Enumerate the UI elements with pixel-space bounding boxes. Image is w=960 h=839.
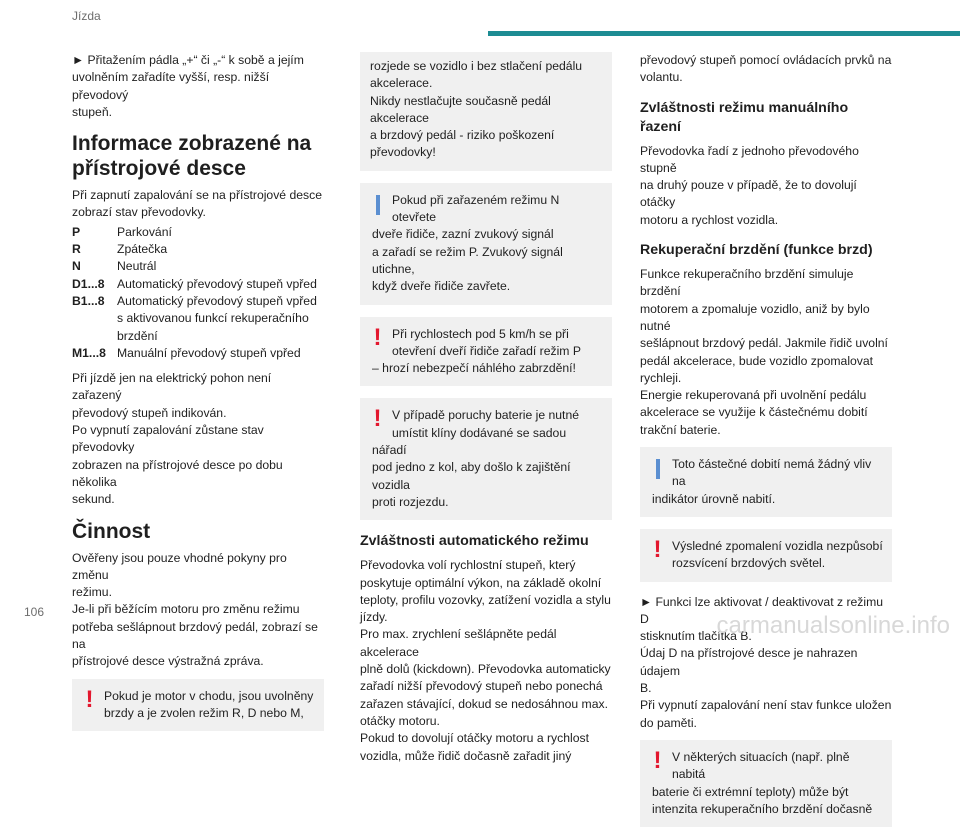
info-text: Toto částečné dobití nemá žádný vliv na indikátor úrovně nabití. [652, 457, 872, 506]
warning-box [640, 740, 892, 827]
activity-text: Ověřeny jsou pouze vhodné pokyny pro změnu režimu. Je-li při běžícím motoru pro změnu režimu potřeba sešlápnout brzdový pedál, zobrazí se na přístrojové desce výstražná zpráva. [72, 550, 318, 669]
warning-text: V některých situacích (např. plně nabitá baterie či extrémní teploty) může být intenzita rekuperačního brzdění dočasně [652, 749, 873, 816]
warning-exclamation-icon: ! [373, 405, 382, 433]
mode-desc: Parkování [117, 224, 172, 239]
mode-row [72, 276, 324, 293]
mode-key: D1...8 [72, 276, 105, 291]
regenerative-braking-text: Funkce rekuperačního brzdění simuluje brzdění motorem a zpomaluje vozidlo, aniž by bylo nutné sešlápnout brzdový pedál. Jakmile řidič uvolní pedál akcelerace, bude vozidlo zpomalovat rychleji. Energie rekuperovaná při uvolnění pedálu akcelerace se využije k částečnému dobití trakční baterie. [640, 267, 888, 437]
watermark: carmanualsonline.info [716, 612, 950, 639]
warning-continued-text: rozjede se vozidlo i bez stlačení pedálu akcelerace. Nikdy nestlačujte současně pedál akcelerace a brzdový pedál - riziko poškození převodovky! [370, 59, 583, 160]
warning-exclamation-icon: ! [653, 535, 662, 563]
info-box [360, 183, 612, 305]
mode-list [72, 224, 324, 362]
mode-key: B1...8 [72, 293, 105, 308]
mode-key: M1...8 [72, 345, 106, 360]
column-right [640, 52, 892, 839]
warning-text: Výsledné zpomalení vozidla nezpůsobí rozsvícení brzdových světel. [672, 538, 883, 571]
warning-exclamation-icon: ! [653, 746, 662, 774]
mode-row [72, 224, 324, 241]
info-icon [652, 456, 663, 479]
warning-box [360, 398, 612, 520]
header-accent-bar [488, 31, 960, 36]
manual-mode-text: Převodovka řadí z jednoho převodového stupně na druhý pouze v případě, že to dovolují otáčky motoru a rychlost vozidla. [640, 143, 859, 227]
paddle-instruction: ► Přitažením pádla „+“ či „-“ k sobě a jejím uvolněním zařadíte vyšší, resp. nižší převodový stupeň. [72, 53, 304, 119]
warning-box [72, 679, 324, 732]
heading-activity: Činnost [72, 519, 151, 543]
button-b-text: ► Funkci lze aktivovat / deaktivovat z režimu D stisknutím tlačítka B. Údaj D na přístrojové desce je nahrazen údajem B. Při vypnutí zapalování není stav funkce uložen do paměti. [640, 594, 892, 730]
warning-exclamation-icon: ! [373, 323, 382, 351]
mode-desc: Automatický převodový stupeň vpřed [117, 276, 317, 291]
mode-key: N [72, 259, 81, 274]
heading-automatic-mode: Zvláštnosti automatického režimu [360, 533, 589, 550]
info-box [640, 447, 892, 517]
mode-row [72, 345, 324, 362]
heading-manual-mode: Zvláštnosti režimu manuálního řazení [640, 99, 849, 135]
mode-desc: Automatický převodový stupeň vpřed s aktivovanou funkcí rekuperačního brzdění [117, 293, 317, 343]
mode-desc: Neutrál [117, 259, 157, 274]
instrument-info-text: Při zapnutí zapalování se na přístrojové desce zobrazí stav převodovky. [72, 188, 322, 220]
heading-regenerative-braking: Rekuperační brzdění (funkce brzd) [640, 242, 873, 259]
electric-drive-text: Při jízdě jen na elektrický pohon není zařazený převodový stupeň indikován. Po vypnutí zapalování zůstane stav převodovky zobrazen na přístrojové desce po dobu několika sekund. [72, 371, 283, 507]
info-icon [372, 192, 383, 215]
warning-exclamation-icon: ! [85, 685, 94, 713]
mode-row [72, 241, 324, 258]
warning-text: V případě poruchy baterie je nutné umístit klíny dodávané se sadou nářadí pod jedno z kol, aby došlo k zajištění vozidla proti rozjezdu. [372, 408, 580, 509]
mode-row [72, 258, 324, 275]
warning-box [360, 317, 612, 387]
heading-instrument-info: Informace zobrazené na přístrojové desce [72, 132, 312, 181]
info-text: Pokud při zařazeném režimu N otevřete dveře řidiče, zazní zvukový signál a zařadí se režim P. Zvukový signál utichne, když dveře řidiče zavřete. [372, 192, 563, 294]
column-middle [360, 52, 612, 773]
mode-desc: Zpátečka [117, 242, 168, 257]
steering-controls-text: převodový stupeň pomocí ovládacích prvků na volantu. [640, 53, 892, 85]
warning-box-continued [360, 52, 612, 171]
mode-desc: Manuální převodový stupeň vpřed [117, 345, 301, 360]
warning-text: Pokud je motor v chodu, jsou uvolněny brzdy a je zvolen režim R, D nebo M, [104, 688, 314, 720]
mode-row [72, 293, 324, 345]
mode-key: P [72, 224, 81, 239]
warning-text: Při rychlostech pod 5 km/h se při otevření dveří řidiče zařadí režim P – hrozí nebezpečí náhlého zabrzdění! [372, 326, 581, 376]
warning-box [640, 529, 892, 582]
mode-key: R [72, 242, 81, 257]
automatic-mode-text: Převodovka volí rychlostní stupeň, který poskytuje optimální výkon, na základě okolní teploty, profilu vozovky, zatížení vozidla a stylu jízdy. Pro max. zrychlení sešlápněte pedál akcelerace plně dolů (kickdown). Převodovka automaticky zařadí nižší převodový stupeň nebo ponechá zařazen stávající, dokud se nedosáhnou max. otáčky motoru. Pokud to dovolují otáčky motoru a rychlost vozidla, může řidič dočasně zařadit jiný [360, 558, 611, 763]
section-header: Jízda [72, 9, 101, 23]
page-number: 106 [24, 605, 45, 619]
